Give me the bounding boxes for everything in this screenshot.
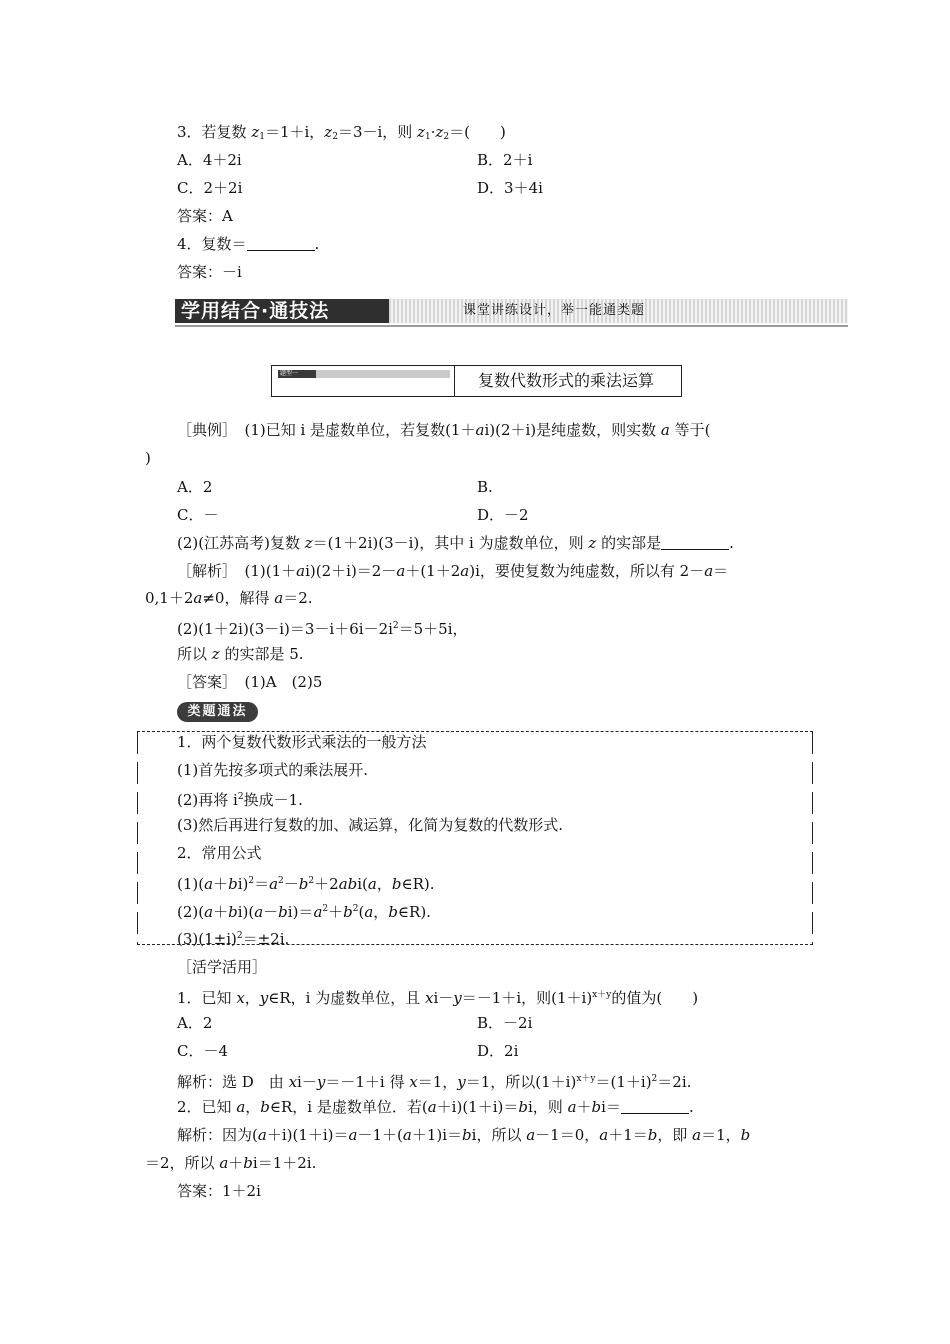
formula-3: $(3)(1\pm i)^2=\pm 2i$. xyxy=(177,930,290,948)
q4-stem: 4．复数＝ . xyxy=(177,235,320,253)
practice-option-d: D．2i xyxy=(477,1042,519,1060)
example-line-2: ) xyxy=(145,449,151,467)
q3-stem: 3．若复数 z1＝1＋i，z2＝3－i，则 z1·z2＝( ) xyxy=(177,123,506,142)
example-part-2: (2)(江苏高考)复数 z＝(1＋2i)(3－i)，其中 i 为虚数单位，则 z 的实部是 . xyxy=(177,534,734,552)
method-badge: 类题通法 xyxy=(177,702,258,722)
method-step-3: (3)然后再进行复数的加、减运算，化简为复数的代数形式. xyxy=(177,816,564,834)
banner-title: 学用结合·通技法 xyxy=(175,299,389,323)
practice-solution-1: 解析：选 D 由 xi－y＝－1＋i 得 x＝1，y＝1，所以$(1+i)^{x+y}=(1+i)^2=2i$. xyxy=(177,1073,692,1091)
practice-solution-2-cont: ＝2，所以 a＋bi＝1＋2i. xyxy=(145,1154,317,1172)
topic-divider xyxy=(454,366,455,396)
answer-blank xyxy=(661,535,729,550)
practice-option-a: A．2 xyxy=(177,1014,213,1032)
example-option-c: C．－ xyxy=(177,506,219,524)
practice-q1: 1．已知 x，y∈R，i 为虚数单位，且 xi－y＝－1＋i，则$(1+i)^{x+y}$的值为( ) xyxy=(177,989,699,1007)
practice-title: ［活学活用］ xyxy=(177,958,268,976)
method-heading-1: 1．两个复数代数形式乘法的一般方法 xyxy=(177,733,427,751)
formula-1: $(1)(a+bi)^2=a^2-b^2+2abi(a$，b∈R). xyxy=(177,875,435,893)
example-answer: ［答案］ (1)A (2)5 xyxy=(177,673,323,691)
topic-tag: 题型一 xyxy=(278,370,450,378)
formula-2: $(2)(a+bi)(a-bi)=a^2+b^2(a$，b∈R). xyxy=(177,903,431,921)
answer-blank xyxy=(247,236,315,251)
topic-box xyxy=(271,365,682,397)
example-option-d: D．－2 xyxy=(477,506,529,524)
dashed-border-left xyxy=(137,732,138,944)
analysis-line-4: 所以 z 的实部是 5. xyxy=(177,645,304,663)
dashed-border-right xyxy=(812,732,813,944)
q3-answer: 答案：A xyxy=(177,207,233,225)
q3-option-b: B．2＋i xyxy=(477,151,533,169)
practice-q2: 2．已知 a，b∈R，i 是虚数单位．若(a＋i)(1＋i)＝bi，则 a＋bi＝ . xyxy=(177,1098,694,1116)
method-step-1: (1)首先按多项式的乘法展开. xyxy=(177,761,369,779)
practice-option-c: C．－4 xyxy=(177,1042,229,1060)
method-step-2: (2)再将 $i^2$换成－1. xyxy=(177,791,303,809)
banner-rule xyxy=(175,325,848,327)
answer-blank xyxy=(621,1099,689,1114)
q3-option-a: A．4＋2i xyxy=(177,151,242,169)
example-option-a: A．2 xyxy=(177,478,213,496)
analysis-line-2: 0,1＋2a≠0，解得 a＝2. xyxy=(145,589,313,607)
example-option-b: B. xyxy=(477,478,493,496)
analysis-line-1: ［解析］ (1)(1＋ai)(2＋i)＝2－a＋(1＋2a)i，要使复数为纯虚数，所以有 2－a＝ xyxy=(177,562,729,580)
method-heading-2: 2．常用公式 xyxy=(177,844,262,862)
practice-solution-2: 解析：因为(a＋i)(1＋i)＝a－1＋(a＋1)i＝bi，所以 a－1＝0，a＋1＝b，即 a＝1，b xyxy=(177,1126,751,1144)
practice-answer: 答案：1＋2i xyxy=(177,1182,261,1200)
q3-option-d: D．3＋4i xyxy=(477,179,543,197)
example-line-1: ［典例］ (1)已知 i 是虚数单位，若复数(1＋ai)(2＋i)是纯虚数，则实数 a 等于( xyxy=(177,421,711,439)
section-banner xyxy=(175,297,848,327)
topic-title: 复数代数形式的乘法运算 xyxy=(478,371,655,390)
banner-subtitle: 课堂讲练设计，举一能通类题 xyxy=(463,303,646,318)
q3-option-c: C．2＋2i xyxy=(177,179,243,197)
analysis-line-3: $(2)(1+2i)(3-i)=3-i+6i-2i^2=5+5i$， xyxy=(177,620,468,638)
q4-answer: 答案：－i xyxy=(177,263,242,281)
practice-option-b: B．－2i xyxy=(477,1014,533,1032)
